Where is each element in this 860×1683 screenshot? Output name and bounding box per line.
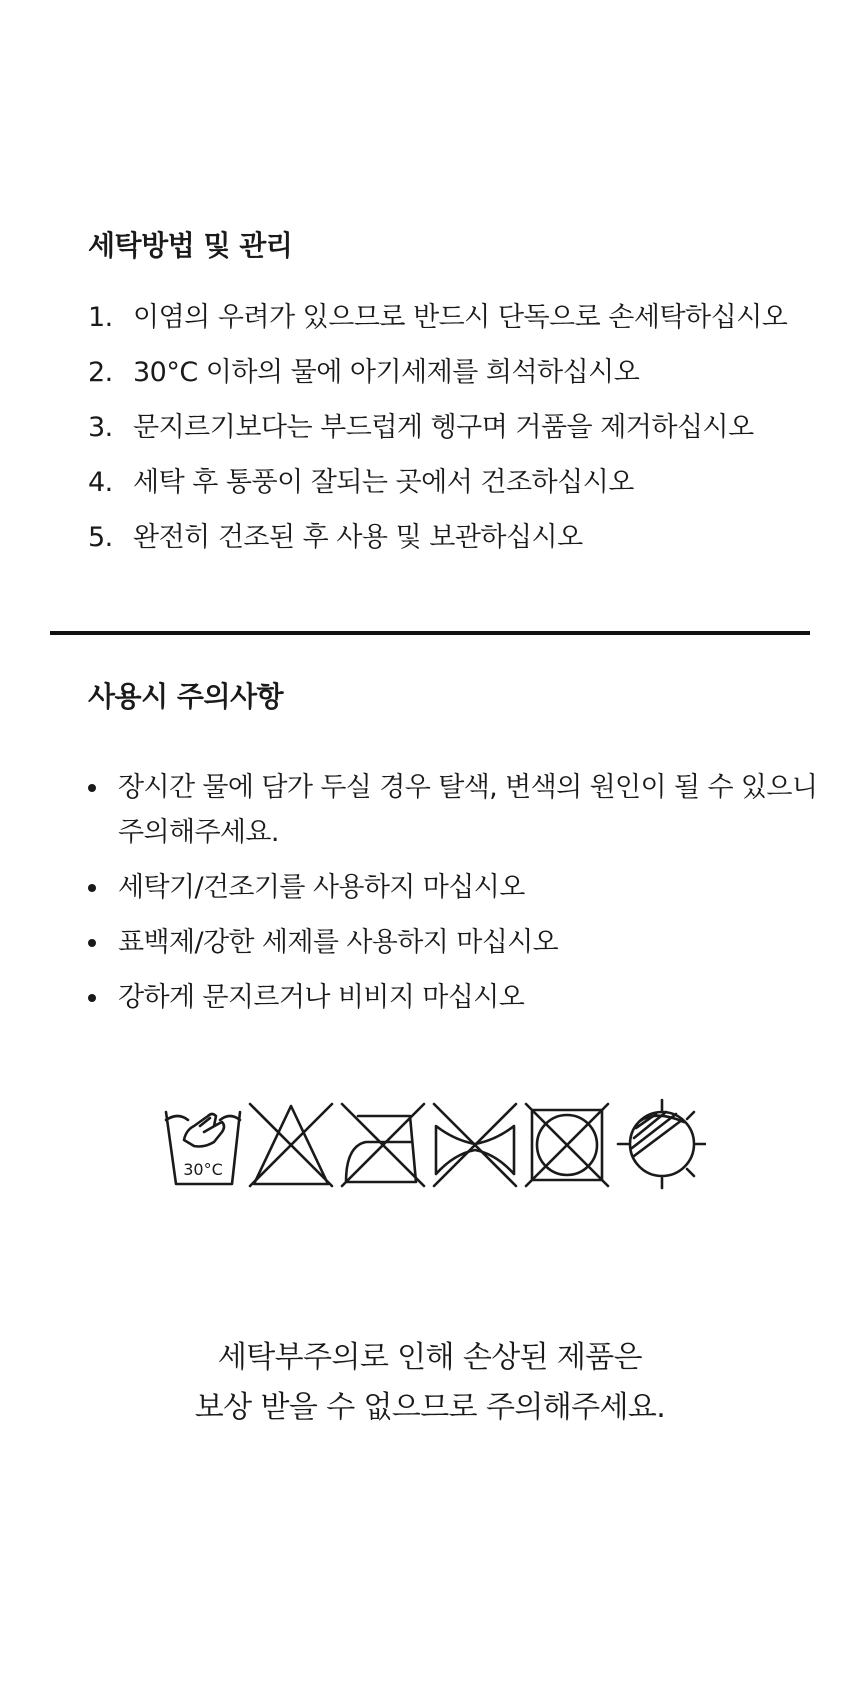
list-item: [88, 518, 787, 573]
list-item: [88, 353, 787, 408]
no-wring-icon: [434, 1104, 516, 1186]
step-text: 세탁 후 통풍이 잘되는 곳에서 건조하십시오: [133, 467, 634, 498]
care-section-title: 세탁방법 및 관리: [88, 229, 293, 262]
step-text: 완전히 건조된 후 사용 및 보관하십시오: [133, 522, 583, 553]
list-item: [88, 408, 787, 463]
hand-wash-icon: [166, 1112, 240, 1184]
list-item: [88, 463, 787, 518]
step-number: 3.: [88, 412, 113, 443]
bullet-icon: [88, 784, 96, 792]
step-number: 4.: [88, 467, 113, 498]
list-item: [88, 975, 818, 1020]
notice-line-2: 보상 받을 수 없으므로 주의해주세요.: [194, 1390, 666, 1425]
caution-section-title: 사용시 주의사항: [88, 680, 284, 713]
list-item: [88, 865, 818, 910]
step-number: 1.: [88, 302, 113, 333]
list-item: [88, 765, 818, 855]
step-text: 이염의 우려가 있으므로 반드시 단독으로 손세탁하십시오: [133, 302, 788, 333]
list-item: [88, 298, 787, 353]
care-steps-list: [88, 298, 787, 573]
caution-text: 세탁기/건조기를 사용하지 마십시오: [118, 872, 525, 903]
no-iron-icon: [342, 1104, 424, 1186]
caution-text: 강하게 문지르거나 비비지 마십시오: [118, 982, 525, 1013]
section-divider: [50, 631, 810, 635]
no-tumble-dry-icon: [526, 1104, 608, 1186]
step-text: 30°C 이하의 물에 아기세제를 희석하십시오: [133, 357, 640, 388]
list-item: [88, 920, 818, 965]
bullet-icon: [88, 939, 96, 947]
step-number: 2.: [88, 357, 113, 388]
compensation-notice: [0, 1333, 860, 1433]
bullet-icon: [88, 884, 96, 892]
caution-list: [88, 765, 818, 1030]
step-number: 5.: [88, 522, 113, 553]
step-text: 문지르기보다는 부드럽게 헹구며 거품을 제거하십시오: [133, 412, 754, 443]
wash-temp-label: 30°C: [183, 1160, 223, 1179]
caution-text: 장시간 물에 담가 두실 경우 탈색, 변색의 원인이 될 수 있으니 주의해주세요.: [118, 772, 818, 848]
care-symbols: [160, 1098, 706, 1190]
dry-in-shade-icon: [618, 1100, 706, 1188]
notice-line-1: 세탁부주의로 인해 손상된 제품은: [217, 1340, 643, 1375]
caution-text: 표백제/강한 세제를 사용하지 마십시오: [118, 927, 559, 958]
bullet-icon: [88, 994, 96, 1002]
no-bleach-icon: [250, 1104, 332, 1186]
